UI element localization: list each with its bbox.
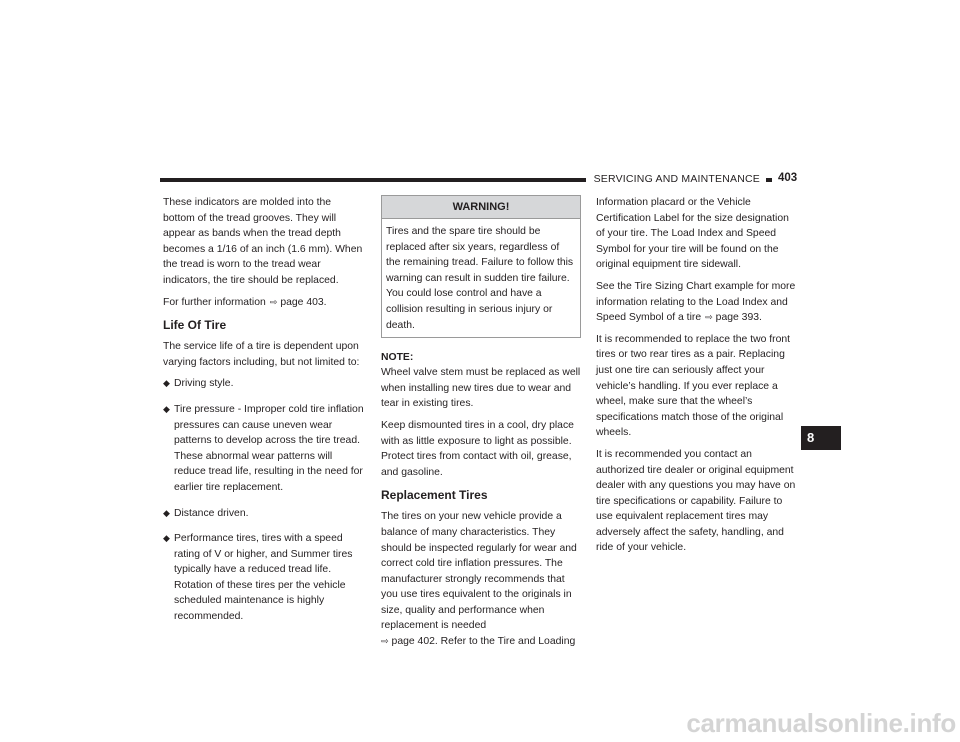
- warning-title: WARNING!: [382, 196, 580, 219]
- list-item: ◆ Performance tires, tires with a speed rating of V or higher, and Summer tires typically have a reduced tread life. Rotation of these tires per the vehicle scheduled maintenance is highly recommended.: [163, 533, 353, 623]
- further-info-text: For further information: [163, 296, 266, 308]
- note-text: Wheel valve stem must be replaced as well when installing new tires due to wear and tear in existing tires.: [381, 367, 581, 410]
- diamond-bullet-icon: ◆: [163, 378, 170, 389]
- chapter-tab: 8: [801, 426, 841, 450]
- dealer-paragraph: It is recommended you contact an authorized tire dealer or original equipment dealer with any questions you may have on tire specifications or capability. Failure to use equivalent replacement tires may adversely affect the safety, handling, and ride of your vehicle.: [596, 448, 796, 554]
- column-right: [596, 195, 798, 562]
- replacement-paragraph: The tires on your new vehicle provide a balance of many characteristics. They should be inspected regularly for wear and correct cold tire inflation pressures. The manufacturer strongly recommends that you use tires equivalent to the originals in size, quality and performance when replacement is needed ⇨ page 402. Refer to the Tire and Loading: [381, 511, 577, 648]
- column-middle: [381, 195, 581, 656]
- page-reference-link[interactable]: page 402.: [391, 636, 438, 648]
- list-item: ◆ Tire pressure - Improper cold tire inflation pressures can cause uneven wear patterns to develop across the tire tread. These abnormal wear patterns will reduce tread life, resulting in the need for earlier tire replacement.: [163, 403, 364, 493]
- note-label: NOTE:: [381, 352, 414, 364]
- diamond-bullet-icon: ◆: [163, 507, 170, 518]
- section-title: SERVICING AND MAINTENANCE: [586, 171, 766, 187]
- list-item: ◆ Driving style.: [163, 376, 365, 392]
- tread-indicator-paragraph: These indicators are molded into the bottom of the tread grooves. They will appear as bands when the tread depth becomes a 1/16 of an inch (1.6 mm). When the tread is worn to the tread wear indicators, the tire should be replaced.: [163, 197, 363, 286]
- watermark: carmanualsonline.info: [686, 708, 956, 738]
- diamond-bullet-icon: ◆: [163, 533, 170, 544]
- warning-text: Tires and the spare tire should be replaced after six years, regardless of the remaining tread. Failure to follow this warning can result in sudden tire failure. You could lose control and have a collision resulting in serious injury or death.: [386, 226, 574, 331]
- list-item: ◆ Distance driven.: [163, 506, 365, 522]
- life-of-tire-heading: Life Of Tire: [163, 318, 227, 333]
- life-of-tire-intro: The service life of a tire is dependent upon varying factors including, but not limited to:: [163, 341, 360, 368]
- storage-paragraph: Keep dismounted tires in a cool, dry place with as little exposure to light as possible. Protect tires from contact with oil, grease, and gasoline.: [381, 419, 574, 478]
- pair-replacement-paragraph: It is recommended to replace the two front tires or two rear tires as a pair. Replacing just one tire can seriously affect your vehicle’s handling. If you ever replace a wheel, make sure that the wheel’s specifications match those of the original wheels.: [596, 333, 791, 439]
- arrow-right-icon: ⇨: [381, 636, 389, 647]
- placard-paragraph: Information placard or the Vehicle Certification Label for the size designation of your tire. The Load Index and Speed Symbol for your tire will be found on the original equipment tire sidewall.: [596, 197, 789, 271]
- page-reference-link[interactable]: page 393.: [715, 312, 762, 324]
- column-left: [163, 195, 365, 635]
- arrow-right-icon: ⇨: [705, 312, 713, 323]
- page-reference-link[interactable]: page 403.: [280, 296, 327, 308]
- diamond-bullet-icon: ◆: [163, 403, 170, 414]
- note-paragraph: [381, 351, 581, 412]
- page-number: 403: [778, 172, 798, 184]
- sizing-chart-paragraph: See the Tire Sizing Chart example for more information relating to the Load Index and Speed Symbol of a tire ⇨ page 393.: [596, 280, 796, 324]
- replacement-tires-heading: Replacement Tires: [381, 488, 488, 503]
- further-info-paragraph: [163, 295, 365, 311]
- arrow-right-icon: ⇨: [269, 296, 278, 307]
- warning-box: [381, 195, 581, 338]
- factors-list: [163, 376, 365, 624]
